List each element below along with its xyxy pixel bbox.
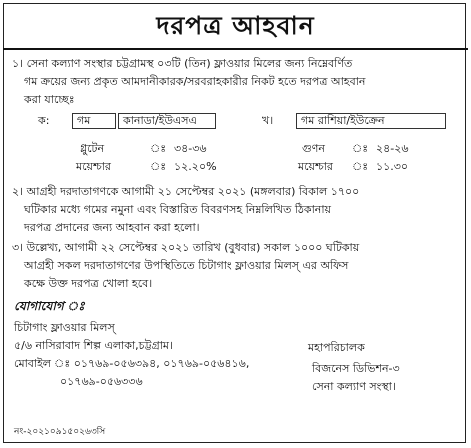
contact-heading: যোগাযোগ ঃ — [14, 299, 85, 313]
item-b-label: খ। — [262, 114, 274, 127]
contact-mobile-line1: মোবাইল ঃ ০১৭৬৯-০৫৬৩৯৪, ০১৭৬৯-০৫৬৪১৬, — [14, 357, 250, 370]
para1-line2: গম ক্রয়ের জন্য প্রকৃত আমদানীকারক/সরবরাহকারীর নিকট হতে দরপত্র আহবান — [24, 75, 366, 88]
signature-organization: সেনা কল্যাণ সংস্থা। — [312, 380, 396, 393]
item-a-origin-box — [118, 113, 216, 129]
spec-moisture-colon: ঃ — [150, 160, 167, 173]
spec-moisture2-label: ময়েশ্চার — [298, 160, 333, 173]
item-b-name: গম রাশিয়া/ইউক্রেন — [301, 114, 385, 127]
spec-moisture-label: ময়েশ্চার — [76, 160, 111, 173]
item-a-name: গম — [77, 114, 91, 127]
contact-line2: ৫/৬ নাসিরাবাদ শিল্প এলাকা,চট্টগ্রাম। — [14, 339, 173, 352]
para2-line3: দরপত্র প্রদানের জন্য আহবান করা হলো। — [24, 221, 200, 234]
para2-line2: ঘটিকার মধ্যে গমের নমুনা এবং বিস্তারিত বিবরণসহ নিম্নলিখিত ঠিকানায় — [24, 203, 332, 216]
spec-grade-value: ২৪-২৬ — [376, 142, 409, 155]
para1-line1: ১। সেনা কল্যাণ সংস্থার চট্টগ্রামস্থ ০৩টি (তিন) ফ্লাওয়ার মিলের জন্য নিম্নেবর্ণিত — [12, 57, 353, 70]
spec-grade-colon: ঃ — [352, 142, 369, 155]
contact-line1: চিটাগাং ফ্লাওয়ার মিলস্ — [14, 321, 115, 334]
spec-moisture-value: ১২.২০% — [174, 160, 217, 173]
item-b-name-box — [296, 113, 446, 129]
para3-line3: কক্ষে উক্ত দরপত্র খোলা হবে। — [24, 277, 153, 290]
spec-gluten-value: ৩৪-৩৬ — [174, 142, 207, 155]
spec-grade-label: গুণন — [302, 142, 325, 155]
para2-line1: ২। আগ্রহী দরদাতাগণকে আগামী ২১ সেপ্টেম্বর ২০২১ (মঙ্গলবার) বিকাল ১৭০০ — [12, 185, 360, 198]
para1-line3: করা যাচ্ছেঃ — [24, 93, 75, 106]
item-a-origin: কানাডা/ইউএসএ — [123, 114, 197, 127]
item-a-name-box — [72, 113, 116, 129]
title-divider — [3, 48, 468, 50]
item-a-label: ক: — [38, 114, 50, 127]
reference-number: নং-২০২১০৯১৫০২৬৩সি — [14, 427, 106, 437]
signature-division: বিজনেস ডিভিশন-৩ — [312, 362, 400, 375]
spec-gluten-label: গ্লুটেন — [80, 142, 105, 155]
notice-title: দরপত্র আহবান — [156, 11, 315, 40]
para3-line2: আগ্রহী সকল দরদাতাগণের উপস্থিতিতে চিটাগাং ফ্লাওয়ার মিলস্ এর অফিস — [24, 259, 349, 272]
contact-mobile-line2: ০১৭৬৯-০৫৬৩৩৬ — [60, 375, 143, 388]
spec-moisture2-value: ১১.৩০ — [376, 160, 409, 173]
para3-line1: ৩। উল্লেখ্য, আগামী ২২ সেপ্টেম্বর ২০২১ তারিখ (বুধবার) সকাল ১০০০ ঘটিকায় — [12, 241, 360, 254]
signature-title: মহাপরিচালক — [308, 341, 365, 354]
spec-moisture2-colon: ঃ — [352, 160, 369, 173]
spec-gluten-colon: ঃ — [150, 142, 167, 155]
